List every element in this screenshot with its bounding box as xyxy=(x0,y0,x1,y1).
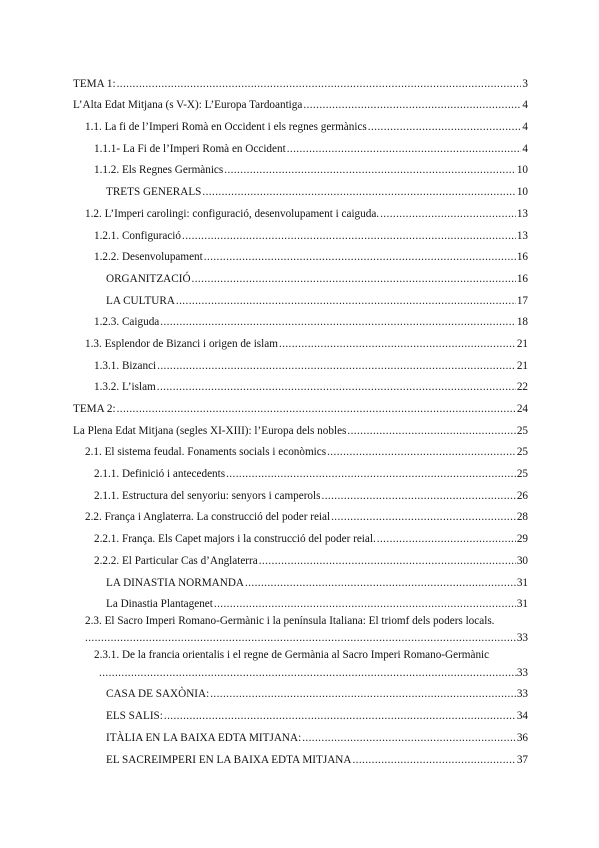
toc-dot-leader xyxy=(226,467,516,481)
toc-entry-1-3-1[interactable] xyxy=(73,351,528,373)
toc-entry-2-2-2[interactable] xyxy=(73,546,528,568)
toc-entry-trets-generals[interactable] xyxy=(73,177,528,199)
toc-entry-tema-1[interactable] xyxy=(73,69,528,91)
toc-entry-label: 2.1. El sistema feudal. Fonaments socials i econòmics xyxy=(85,446,327,459)
toc-entry-label: 2.3. El Sacro Imperi Romano-Germànic i la península Italiana: El triomf dels poders locals. xyxy=(85,615,495,628)
toc-page-number: 30 xyxy=(516,554,528,567)
toc-page-number: 24 xyxy=(516,403,528,415)
toc-entry-label: 1.2.3. Caiguda xyxy=(94,316,160,329)
toc-entry-label: 1.1. La fi de l’Imperi Romà en Occident i els regnes germànics xyxy=(85,121,367,134)
toc-dot-leader xyxy=(202,185,515,199)
toc-entry-label: 1.2.2. Desenvolupament xyxy=(94,251,203,264)
toc-page-number: 37 xyxy=(516,753,528,766)
toc-entry-label: LA CULTURA xyxy=(106,294,175,307)
toc-entry-2-1-1-estructura[interactable] xyxy=(73,481,528,503)
toc-dot-leader xyxy=(214,597,516,611)
toc-entry-2-3-1[interactable] xyxy=(73,645,528,679)
toc-entry-sacre-imperi-baixa-edat[interactable] xyxy=(73,745,528,767)
toc-entry-label: 1.1.1- La Fi de l’Imperi Romà en Occident xyxy=(94,142,286,155)
toc-dot-leader xyxy=(279,337,516,351)
toc-dot-leader xyxy=(287,142,522,156)
toc-entry-label: 1.1.2. Els Regnes Germànics xyxy=(94,164,224,177)
toc-entry-1-1[interactable] xyxy=(73,112,528,134)
toc-dot-leader xyxy=(99,666,517,680)
toc-entry-organitzacio[interactable] xyxy=(73,264,528,286)
toc-dot-leader xyxy=(331,510,516,524)
toc-entry-els-salis[interactable] xyxy=(73,701,528,723)
toc-page-number: 25 xyxy=(516,424,528,437)
toc-page-number: 4 xyxy=(522,142,528,155)
toc-page-number: 26 xyxy=(516,489,528,502)
toc-entry-label: EL SACREIMPERI EN LA BAIXA EDTA MITJANA xyxy=(106,753,352,766)
toc-dot-leader xyxy=(347,424,515,438)
toc-dot-leader xyxy=(210,687,516,701)
toc-entry-label: ELS SALIS: xyxy=(106,710,163,723)
toc-page-number: 10 xyxy=(516,164,528,177)
toc-page-number: 36 xyxy=(516,731,528,744)
toc-page-number: 4 xyxy=(522,121,528,134)
toc-entry-1-1-1[interactable] xyxy=(73,134,528,156)
toc-entry-label: CASA DE SAXÒNIA: xyxy=(106,688,210,701)
toc-dot-leader xyxy=(164,709,516,723)
toc-entry-2-1[interactable] xyxy=(73,438,528,460)
toc-entry-dinastia-normanda[interactable] xyxy=(73,568,528,590)
toc-entry-continuation xyxy=(94,662,528,679)
toc-entry-label: 1.3. Esplendor de Bizanci i origen de islam xyxy=(85,337,278,350)
toc-entry-label: TRETS GENERALS xyxy=(106,186,202,199)
toc-entry-casa-saxonia[interactable] xyxy=(73,680,528,702)
toc-page-number: 33 xyxy=(516,632,528,645)
toc-dot-leader xyxy=(302,731,516,745)
toc-entry-2-3[interactable] xyxy=(73,611,528,645)
toc-dot-leader xyxy=(157,380,516,394)
toc-entry-1-2-1[interactable] xyxy=(73,221,528,243)
toc-page-number: 4 xyxy=(522,99,528,112)
toc-entry-label: 2.2.1. França. Els Capet majors i la construcció del poder reial. xyxy=(94,533,376,546)
toc-dot-leader xyxy=(352,753,515,767)
toc-entry-label: L’Alta Edat Mitjana (s V-X): L’Europa Tardoantiga xyxy=(73,99,303,112)
toc-entry-label: 2.1.1. Estructura del senyoriu: senyors i camperols xyxy=(94,489,321,502)
toc-entry-label: ORGANITZACIÓ xyxy=(106,272,191,285)
toc-entry-label: 1.2. L’Imperi carolingi: configuració, desenvolupament i caiguda. xyxy=(85,207,380,220)
toc-entry-2-1-1-definicio[interactable] xyxy=(73,459,528,481)
toc-entry-label: 2.2. França i Anglaterra. La construcció del poder reial xyxy=(85,511,331,524)
toc-dot-leader xyxy=(176,294,516,308)
toc-dot-leader xyxy=(182,229,516,243)
toc-page-number: 16 xyxy=(516,251,528,264)
toc-page-number: 10 xyxy=(516,186,528,199)
toc-page-number: 31 xyxy=(516,576,528,589)
toc-entry-1-2[interactable] xyxy=(73,199,528,221)
toc-entry-dinastia-plantagenet[interactable] xyxy=(73,590,528,612)
toc-page-number: 13 xyxy=(516,207,528,220)
toc-page-number: 25 xyxy=(516,446,528,459)
toc-dot-leader xyxy=(117,77,522,91)
toc-dot-leader xyxy=(204,250,516,264)
toc-entry-la-cultura[interactable] xyxy=(73,286,528,308)
toc-dot-leader xyxy=(327,445,516,459)
toc-entry-1-2-3[interactable] xyxy=(73,308,528,330)
toc-page-number: 28 xyxy=(516,511,528,524)
toc-entry-1-3[interactable] xyxy=(73,329,528,351)
toc-dot-leader xyxy=(192,272,516,286)
toc-entry-tema-2[interactable] xyxy=(73,394,528,416)
toc-page-number: 33 xyxy=(516,666,528,679)
toc-entry-label: 2.3.1. De la francia orientalis i el regne de Germània al Sacro Imperi Romano-Germànic xyxy=(94,649,490,662)
toc-page-number: 3 xyxy=(522,77,528,90)
toc-dot-leader xyxy=(245,576,516,590)
toc-page-number: 31 xyxy=(516,598,528,611)
toc-dot-leader xyxy=(322,489,516,503)
toc-entry-1-1-2[interactable] xyxy=(73,156,528,178)
toc-entry-plena-edat-mitjana[interactable] xyxy=(73,416,528,438)
toc-page-number: 25 xyxy=(516,468,528,481)
toc-dot-leader xyxy=(224,163,516,177)
toc-page-number: 17 xyxy=(516,294,528,307)
toc-dot-leader xyxy=(160,315,516,329)
toc-page-number: 29 xyxy=(516,533,528,546)
toc-dot-leader xyxy=(377,532,516,546)
toc-entry-label: TEMA 2: xyxy=(73,403,116,415)
toc-entry-italia-baixa-edat[interactable] xyxy=(73,723,528,745)
toc-page-number: 21 xyxy=(516,359,528,372)
toc-entry-label: TEMA 1: xyxy=(73,77,116,90)
toc-entry-label: La Plena Edat Mitjana (segles XI-XIII): l’Europa dels nobles xyxy=(73,424,347,437)
toc-dot-leader xyxy=(157,359,516,373)
toc-dot-leader xyxy=(117,402,516,416)
toc-page-number: 22 xyxy=(516,381,528,394)
toc-entry-label: 2.2.2. El Particular Cas d’Anglaterra xyxy=(94,554,258,567)
toc-dot-leader xyxy=(368,120,522,134)
toc-entry-2-2[interactable] xyxy=(73,503,528,525)
toc-entry-label: ITÀLIA EN LA BAIXA EDTA MITJANA: xyxy=(106,731,302,744)
toc-entry-alta-edat-mitjana[interactable] xyxy=(73,91,528,113)
toc-entry-1-3-2[interactable] xyxy=(73,373,528,395)
toc-page-number: 18 xyxy=(516,316,528,329)
toc-entry-continuation xyxy=(85,628,528,645)
toc-page-number: 34 xyxy=(516,710,528,723)
toc-entry-1-2-2[interactable] xyxy=(73,243,528,265)
toc-entry-label: 1.2.1. Configuració xyxy=(94,229,181,242)
toc-dot-leader xyxy=(380,207,516,221)
toc-entry-label: La Dinastia Plantagenet xyxy=(106,598,213,611)
toc-dot-leader xyxy=(259,554,516,568)
toc-entry-2-2-1[interactable] xyxy=(73,524,528,546)
toc-page-number: 16 xyxy=(516,272,528,285)
table-of-contents xyxy=(73,69,528,767)
toc-entry-label: 1.3.1. Bizanci xyxy=(94,359,157,372)
toc-dot-leader xyxy=(85,631,517,645)
toc-page-number: 13 xyxy=(516,229,528,242)
toc-page-number: 33 xyxy=(516,688,528,701)
toc-dot-leader xyxy=(303,98,521,112)
toc-entry-label: 2.1.1. Definició i antecedents xyxy=(94,468,226,481)
toc-entry-label: LA DINASTIA NORMANDA xyxy=(106,576,244,589)
toc-page-number: 21 xyxy=(516,337,528,350)
toc-entry-label: 1.3.2. L’islam xyxy=(94,381,156,394)
